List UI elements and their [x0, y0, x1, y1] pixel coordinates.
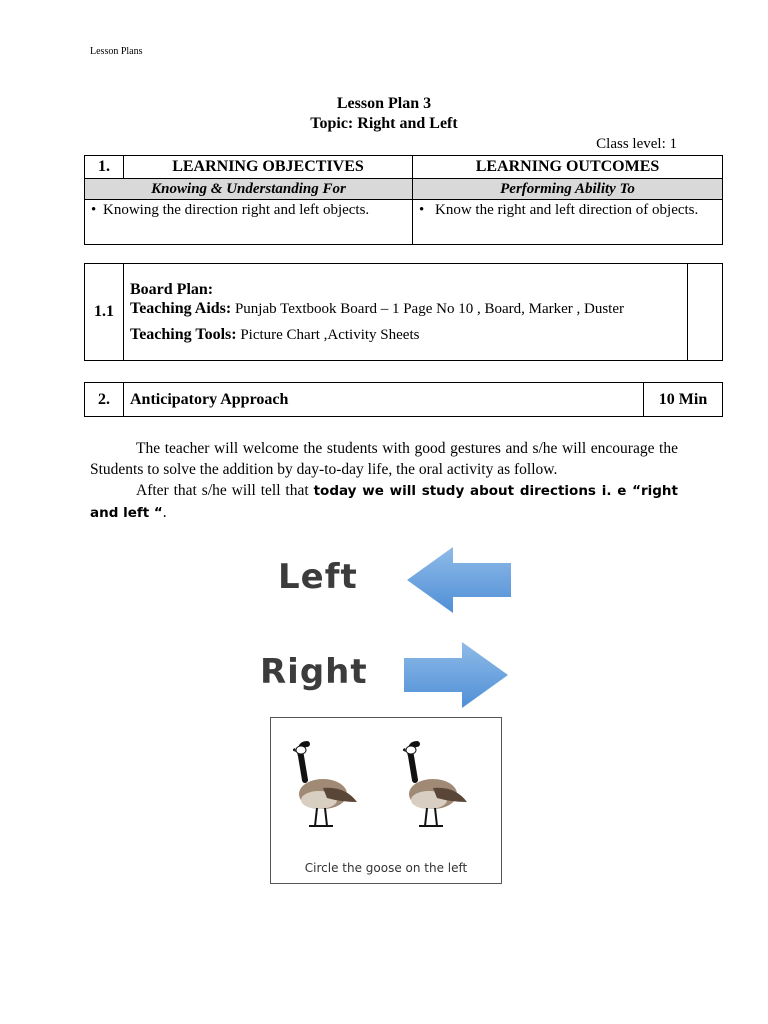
teaching-tools-label: Teaching Tools:: [130, 325, 237, 343]
teaching-aids-label: Teaching Aids:: [130, 299, 232, 317]
teaching-aids-value: Punjab Textbook Board – 1 Page No 10 , Board, Marker , Duster: [234, 300, 624, 317]
left-figure: [250, 545, 520, 625]
right-word: Right: [260, 652, 368, 692]
approach-time: 10 Min: [644, 383, 723, 417]
section-number: 2.: [85, 383, 124, 417]
outcomes-subheading: Performing Ability To: [413, 179, 723, 200]
paragraph-2-start: After that s/he will tell that: [136, 482, 314, 499]
list-item: [419, 202, 722, 219]
paragraph-2-bold: today we will study about directions i. e “right and left “: [90, 483, 678, 521]
board-plan-table: [84, 263, 723, 361]
approach-table: [84, 382, 723, 417]
title-block: [0, 94, 768, 134]
paragraph-2-end: .: [162, 504, 167, 521]
body-text: [90, 438, 678, 524]
paragraph-2: [90, 480, 678, 524]
teaching-tools: [130, 325, 681, 345]
running-head: Lesson Plans: [90, 46, 143, 57]
left-word: Left: [278, 557, 358, 597]
paragraph-1: The teacher will welcome the students with good gestures and s/he will encourage the Students to solve the addition by day-to-day life, the oral activity as follow.: [90, 440, 678, 478]
goose-right-icon: [403, 740, 471, 830]
activity-caption: Circle the goose on the left: [304, 861, 468, 875]
objective-cell: [85, 200, 413, 245]
right-arrow-icon: [400, 640, 510, 710]
blank-cell: [688, 264, 723, 361]
objectives-subheading: Knowing & Understanding For: [85, 179, 413, 200]
lesson-title: Lesson Plan 3: [336, 95, 432, 112]
left-arrow-icon: [405, 545, 515, 615]
topic-title: Topic: Right and Left: [310, 115, 458, 132]
objectives-table: [84, 155, 723, 245]
list-item: [91, 202, 412, 219]
objectives-heading: LEARNING OBJECTIVES: [124, 156, 413, 179]
activity-sheet: [270, 717, 502, 884]
outcome-text: Know the right and left direction of objects.: [435, 202, 699, 218]
approach-label: Anticipatory Approach: [124, 383, 644, 417]
right-figure: [250, 640, 520, 720]
outcomes-heading: LEARNING OUTCOMES: [413, 156, 723, 179]
teaching-tools-value: Picture Chart ,Activity Sheets: [240, 326, 420, 343]
section-number: 1.: [85, 156, 124, 179]
board-plan-label: Board Plan:: [130, 280, 214, 298]
objective-text: Knowing the direction right and left objects.: [103, 202, 370, 218]
teaching-aids: [130, 299, 681, 319]
board-plan-content: [124, 264, 688, 361]
bullet-icon: •: [91, 202, 97, 218]
section-number: 1.1: [85, 264, 124, 361]
class-level: Class level: 1: [596, 136, 677, 152]
bullet-icon: •: [419, 202, 425, 218]
outcome-cell: [413, 200, 723, 245]
goose-left-icon: [293, 740, 361, 830]
